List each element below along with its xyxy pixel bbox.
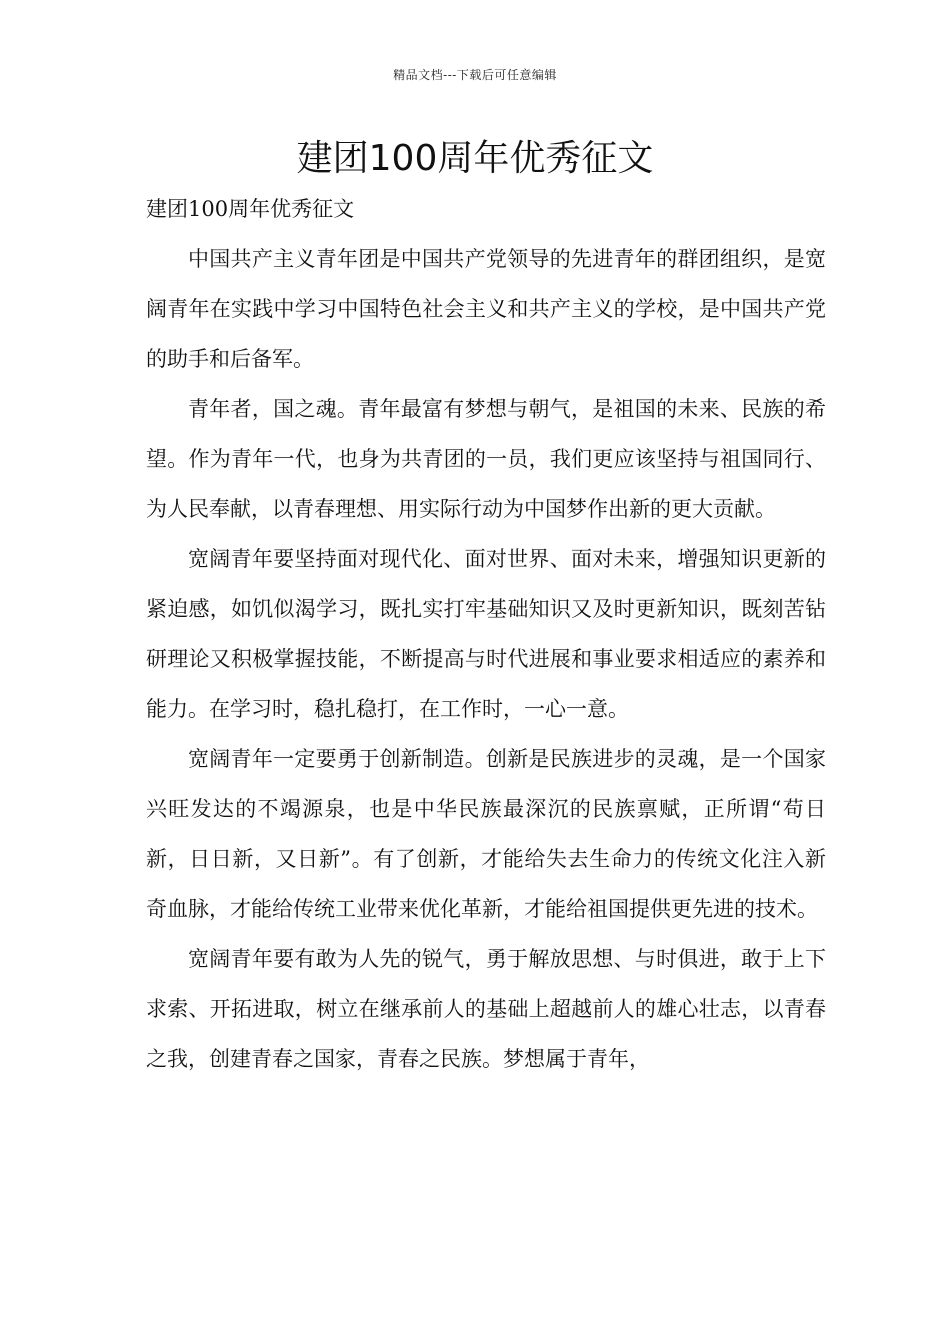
paragraph: 宽阔青年要有敢为人先的锐气，勇于解放思想、与时俱进，敢于上下求索、开拓进取，树立在继承前人的基础上超越前人的雄心壮志，以青春之我，创建青春之国家，青春之民族。梦想属于青年， — [146, 947, 826, 1071]
paragraph: 中国共产主义青年团是中国共产党领导的先进青年的群团组织，是宽阔青年在实践中学习中国特色社会主义和共产主义的学校，是中国共产党的助手和后备军。 — [146, 247, 826, 371]
document-title: 建团100周年优秀征文 — [296, 138, 654, 179]
header-note: 精品文档---下载后可任意编辑 — [393, 68, 557, 82]
paragraph: 宽阔青年要坚持面对现代化、面对世界、面对未来，增强知识更新的紧迫感，如饥似渴学习，既扎实打牢基础知识又及时更新知识，既刻苦钻研理论又积极掌握技能，不断提高与时代进展和事业要求相适应的素养和能力。在学习时，稳扎稳打，在工作时，一心一意。 — [146, 547, 826, 721]
paragraph: 青年者，国之魂。青年最富有梦想与朝气，是祖国的未来、民族的希望。作为青年一代，也身为共青团的一员，我们更应该坚持与祖国同行、为人民奉献，以青春理想、用实际行动为中国梦作出新的更大贡献。 — [146, 397, 826, 521]
document-subtitle: 建团100周年优秀征文 — [146, 197, 355, 221]
paragraph: 宽阔青年一定要勇于创新制造。创新是民族进步的灵魂，是一个国家兴旺发达的不竭源泉，也是中华民族最深沉的民族禀赋，正所谓“苟日新，日日新，又日新”。有了创新，才能给失去生命力的传统文化注入新奇血脉，才能给传统工业带来优化革新，才能给祖国提供更先进的技术。 — [146, 747, 826, 921]
document-body — [146, 184, 826, 1084]
